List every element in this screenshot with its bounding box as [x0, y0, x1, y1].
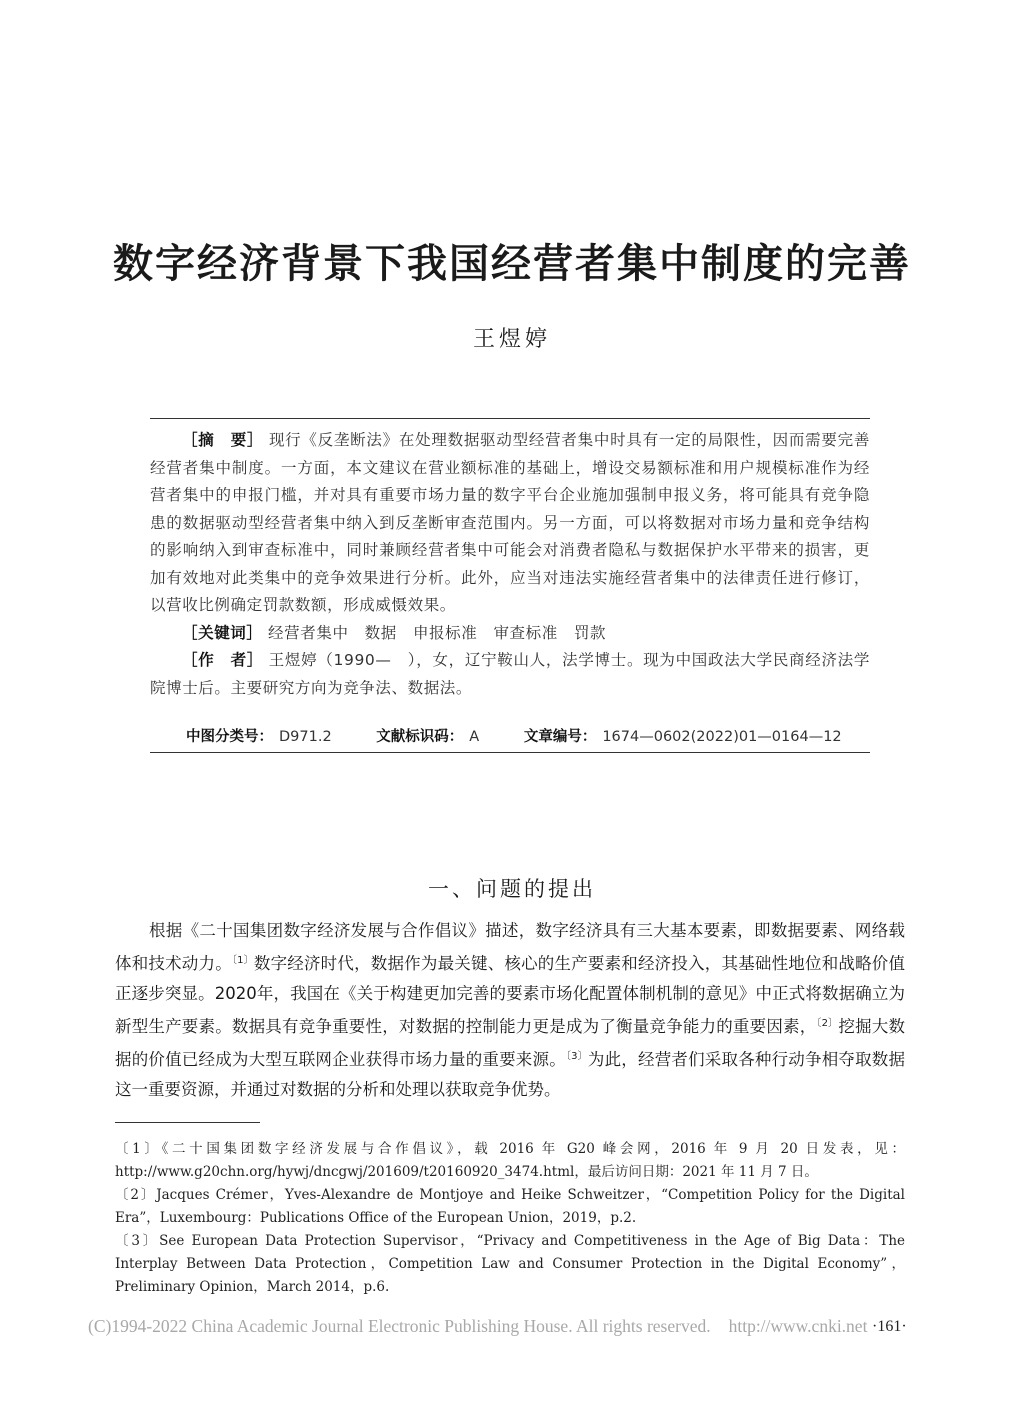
- author-info-text: 王煜婷（1990— ），女，辽宁鞍山人，法学博士。现为中国政法大学民商经济法学院博士后。主要研究方向为竞争法、数据法。: [150, 651, 870, 697]
- classification-row: [150, 725, 870, 746]
- body-paragraph: [115, 916, 905, 1105]
- keywords-text: 经营者集中 数据 申报标准 审查标准 罚款: [268, 623, 607, 642]
- article-no-label: 文章编号：: [523, 729, 597, 745]
- footnote-ref-2[interactable]: 〔2〕: [816, 1018, 839, 1029]
- body-sentence: 数字经济时代，数据作为最关键、核心的生产要素和经济投入，其基础性地位和战略价值正逐步突显。2020年，我国在《关于构建更加完善的要素市场化配置体制机制的意见》中正式将数据确立为新型生产要素。数据具有竞争重要性，对数据的控制能力更是成为了衡量竞争能力的重要因素，: [115, 954, 905, 1036]
- footnote-1: 〔1〕《二十国集团数字经济发展与合作倡议》，载 2016 年 G20 峰会网，2016 年 9 月 20 日发表，见：http://www.g20chn.org/hywj/dncgwj/201609/t20160920_3474.html，最后访问日期：2021 年 11 月 7 日。: [115, 1141, 905, 1180]
- article-no-value: 1674—0602(2022)01—0164—12: [602, 729, 842, 745]
- abstract-text: 现行《反垄断法》在处理数据驱动型经营者集中时具有一定的局限性，因而需要完善经营者集中制度。一方面，本文建议在营业额标准的基础上，增设交易额标准和用户规模标准作为经营者集中的申报门槛，并对具有重要市场力量的数字平台企业施加强制申报义务，将可能具有竞争隐患的数据驱动型经营者集中纳入到反垄断审查范围内。另一方面，可以将数据对市场力量和竞争结构的影响纳入到审查标准中，同时兼顾经营者集中可能会对消费者隐私与数据保护水平带来的损害，更加有效地对此类集中的竞争效果进行分析。此外，应当对违法实施经营者集中的法律责任进行修订，以营收比例确定罚款数额，形成威慑效果。: [150, 431, 870, 614]
- clc-value: D971.2: [279, 729, 332, 745]
- abstract-bottom-rule: [150, 752, 870, 753]
- footnote-rule: [115, 1122, 260, 1123]
- section-heading: 一、问题的提出: [428, 877, 596, 901]
- body-sentence: 为此，经营者们采取各种行动争相夺取数据这一重要资源，并通过对数据的分析和处理以获取竞争优势。: [115, 1050, 906, 1099]
- body-sentence: 挖掘大数据的价值已经成为大型互联网企业获得市场力量的重要来源。: [115, 1017, 905, 1069]
- author-info-paragraph: [150, 647, 870, 702]
- keywords-paragraph: [150, 620, 870, 648]
- copyright-text: (C)1994-2022 China Academic Journal Electronic Publishing House. All rights reserved.: [88, 1316, 711, 1336]
- footnotes: [115, 1138, 905, 1299]
- cnki-url[interactable]: http://www.cnki.net: [728, 1316, 868, 1336]
- paper-title: 数字经济背景下我国经营者集中制度的完善: [113, 241, 911, 287]
- page-number: ·161·: [872, 1318, 907, 1335]
- abstract-label: ［摘 要］: [182, 431, 264, 449]
- body-text: [115, 916, 905, 1105]
- doc-code-value: A: [469, 729, 480, 745]
- abstract-paragraph: [150, 427, 870, 620]
- author-name: 王煜婷: [472, 327, 551, 352]
- doc-code-label: 文献标识码：: [376, 729, 464, 745]
- keywords-label: ［关键词］: [182, 623, 263, 642]
- body-sentence: 根据《二十国集团数字经济发展与合作倡议》描述，数字经济具有三大基本要素，即数据要素、网络载体和技术动力。: [115, 921, 905, 973]
- footnote-ref-1[interactable]: 〔1〕: [231, 955, 254, 966]
- footnote-ref-3[interactable]: 〔3〕: [565, 1051, 588, 1062]
- copyright-footer: [88, 1316, 867, 1337]
- clc-label: 中图分类号：: [186, 729, 273, 745]
- footnote-3: 〔3〕See European Data Protection Supervisor，“Privacy and Competitiveness in the Age of Big Data：The Interplay Between Data Protection，Competition Law and Consumer Protection in the Digital Economy”，Preliminary Opinion，March 2014，p.6.: [115, 1233, 905, 1295]
- author-info-label: ［作 者］: [182, 651, 264, 669]
- footnote-2: 〔2〕Jacques Crémer，Yves-Alexandre de Montjoye and Heike Schweitzer，“Competition Policy for the Digital Era”，Luxembourg：Publications Office of the European Union，2019，p.2.: [115, 1187, 905, 1226]
- abstract-block: [150, 427, 870, 702]
- abstract-top-rule: [150, 418, 870, 419]
